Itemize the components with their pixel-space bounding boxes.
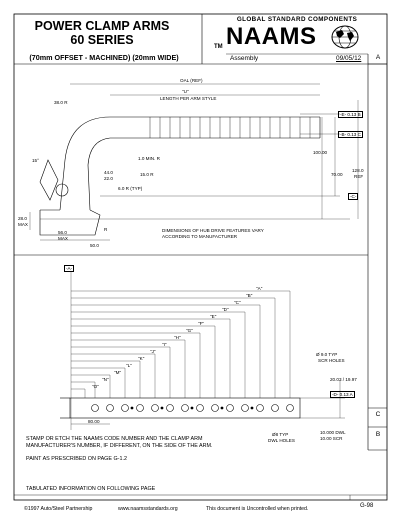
datum-e: -E- 0.13 B <box>340 112 361 117</box>
letter-k: "K" <box>138 356 145 361</box>
dwl-10: 10.000 DWL <box>320 430 346 435</box>
stamp-note-line-1: STAMP OR ETCH THE NAAMS CODE NUMBER AND THE CLAMP ARM <box>26 436 203 442</box>
dim-22: 22.0 <box>104 176 113 181</box>
datum-d: -D- 0.13 A <box>332 392 353 397</box>
dim-15r: 15.0 R <box>140 172 154 177</box>
letter-l: "L" <box>126 363 132 368</box>
letter-b: "B" <box>246 293 253 298</box>
dim-56: 56.0 <box>58 230 67 235</box>
website-link[interactable]: www.naamsstandards.org <box>118 506 178 512</box>
letter-h: "H" <box>174 335 181 340</box>
letter-j: "J" <box>150 349 156 354</box>
stamp-note-line-2: MANUFACTURER'S NUMBER, IF DIFFERENT, ON THE SIDE OF THE ARM. <box>26 443 213 449</box>
datum-c: -C- <box>350 194 357 199</box>
revision-date: 09/05/12 <box>336 55 362 62</box>
globe-icon <box>330 24 360 50</box>
dim-70: 70.00 <box>331 172 343 177</box>
naams-logo: NAAMS <box>226 23 317 50</box>
dim-128: 128.0 <box>352 168 364 173</box>
dwl-holes-1: Ø8 TYP <box>272 432 289 437</box>
scr-holes-1: Ø 9.0 TYP <box>316 352 338 357</box>
dim-38r: 38.0 R <box>54 100 68 105</box>
title-line-1: POWER CLAMP ARMS <box>34 19 170 33</box>
letter-i: "I" <box>162 342 167 347</box>
dim-80: 80.00 <box>88 419 100 424</box>
dim-u: "U" <box>182 89 189 94</box>
stamp-note <box>26 436 276 450</box>
dim-15deg: 15° <box>32 158 39 163</box>
letter-g: "G" <box>186 328 193 333</box>
revision-a: A <box>375 54 381 61</box>
dwl-holes-2: DWL HOLES <box>268 438 295 443</box>
dim-max-1: MAX <box>18 222 28 227</box>
letter-o: "O" <box>92 384 99 389</box>
dim-6r: 6.0 R (TYP) <box>118 186 143 191</box>
copyright: ©1997 Auto/Steel Partnership <box>24 506 93 512</box>
letter-e: "E" <box>210 314 217 319</box>
letter-a: "A" <box>256 286 263 291</box>
datum-a: -A- <box>66 266 73 271</box>
datum-b: -B- 0.13 C <box>340 132 361 137</box>
letter-m: "M" <box>114 370 122 375</box>
revision-b: B <box>375 431 381 438</box>
tabulated-note: TABULATED INFORMATION ON FOLLOWING PAGE <box>26 486 156 492</box>
trademark: TM <box>214 44 223 50</box>
dim-max-2: MAX <box>58 236 68 241</box>
doc-type: Assembly <box>230 55 259 62</box>
letter-d: "D" <box>222 307 229 312</box>
dim-1r: 1.0 MIN. R <box>138 156 160 161</box>
dim-28: 28.0 <box>18 216 27 221</box>
revision-c: C <box>375 411 381 418</box>
scr-holes-2: SCR HOLES <box>318 358 345 363</box>
side-view-drawing <box>30 84 358 240</box>
letter-c: "C" <box>234 300 241 305</box>
scr-10: 10.00 SCR <box>320 436 343 441</box>
letter-f: "F" <box>198 321 205 326</box>
dim-length-note: LENGTH PER ARM STYLE <box>160 96 217 101</box>
top-view-drawing <box>60 272 345 430</box>
dim-oal: OAL (REF) <box>180 78 203 83</box>
dim-50: 50.0 <box>90 243 99 248</box>
dim-44: 44.0 <box>104 170 113 175</box>
dim-ref: REF <box>354 174 364 179</box>
letter-n: "N" <box>102 377 109 382</box>
page-number: G-98 <box>360 503 374 509</box>
dim-100: 100.00 <box>313 150 328 155</box>
org-name: GLOBAL STANDARD COMPONENTS <box>236 16 358 23</box>
title-line-3: (70mm OFFSET - MACHINED) (20mm WIDE) <box>29 53 179 62</box>
dim-r: R <box>104 227 108 232</box>
title-line-2: 60 SERIES <box>70 33 134 47</box>
hub-note-1: DIMENSIONS OF HUB DRIVE FEATURES VARY <box>162 228 264 233</box>
hub-note-2: ACCORDING TO MANUFACTURER <box>162 234 238 239</box>
uncontrolled-note: This document is Uncontrolled when printed. <box>206 506 309 512</box>
dim-20: 20.03 / 19.97 <box>330 377 357 382</box>
paint-note: PAINT AS PRESCRIBED ON PAGE G-1.2 <box>26 456 127 462</box>
